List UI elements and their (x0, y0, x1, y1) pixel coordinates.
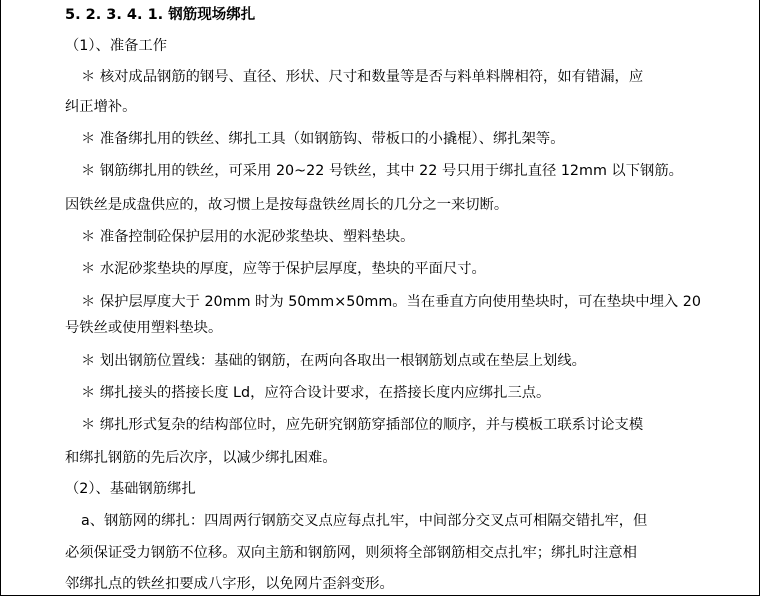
paragraph-line: ＊ 绑扎形式复杂的结构部位时，应先研究钢筋穿插部位的顺序，并与模板工联系讨论支模 (81, 417, 644, 433)
paragraph-line: ＊ 绑扎接头的搭接长度 Ld，应符合设计要求，在搭接长度内应绑扎三点。 (81, 385, 551, 401)
subsection-heading: （2）、基础钢筋绑扎 (65, 481, 196, 497)
paragraph-line: 纠正增补。 (65, 99, 137, 115)
paragraph-line: ＊ 水泥砂浆垫块的厚度，应等于保护层厚度，垫块的平面尺寸。 (81, 261, 486, 277)
section-heading: 5. 2. 3. 4. 1. 钢筋现场绑扎 (65, 7, 256, 23)
paragraph-line: ＊ 划出钢筋位置线：基础的钢筋，在两向各取出一根钢筋划点或在垫层上划线。 (81, 353, 586, 369)
paragraph-line: a、钢筋网的绑扎：四周两行钢筋交叉点应每点扎牢，中间部分交叉点可相隔交错扎牢，但 (81, 513, 648, 529)
paragraph-line: ＊ 核对成品钢筋的钢号、直径、形状、尺寸和数量等是否与料单料牌相符，如有错漏，应 (81, 69, 644, 85)
paragraph-line: 和绑扎钢筋的先后次序，以减少绑扎困难。 (65, 450, 337, 466)
paragraph-line: 邻绑扎点的铁丝扣要成八字形，以免网片歪斜变形。 (65, 576, 394, 592)
paragraph-line: ＊ 准备绑扎用的铁丝、绑扎工具（如钢筋钩、带板口的小撬棍）、绑扎架等。 (81, 131, 565, 147)
paragraph-line: ＊ 准备控制砼保护层用的水泥砂浆垫块、塑料垫块。 (81, 229, 415, 245)
paragraph-line: 号铁丝或使用塑料垫块。 (65, 320, 223, 336)
paragraph-line: 因铁丝是成盘供应的，故习惯上是按每盘铁丝周长的几分之一来切断。 (65, 197, 509, 213)
paragraph-line: 必须保证受力钢筋不位移。双向主筋和钢筋网，则须将全部钢筋相交点扎牢；绑扎时注意相 (65, 545, 637, 561)
subsection-heading: （1）、准备工作 (65, 38, 168, 54)
paragraph-line: ＊ 保护层厚度大于 20mm 时为 50mm×50mm。当在垂直方向使用垫块时，可在垫块中埋入 20 (81, 294, 701, 310)
paragraph-line: ＊ 钢筋绑扎用的铁丝，可采用 20~22 号铁丝，其中 22 号只用于绑扎直径 12mm 以下钢筋。 (81, 163, 683, 179)
